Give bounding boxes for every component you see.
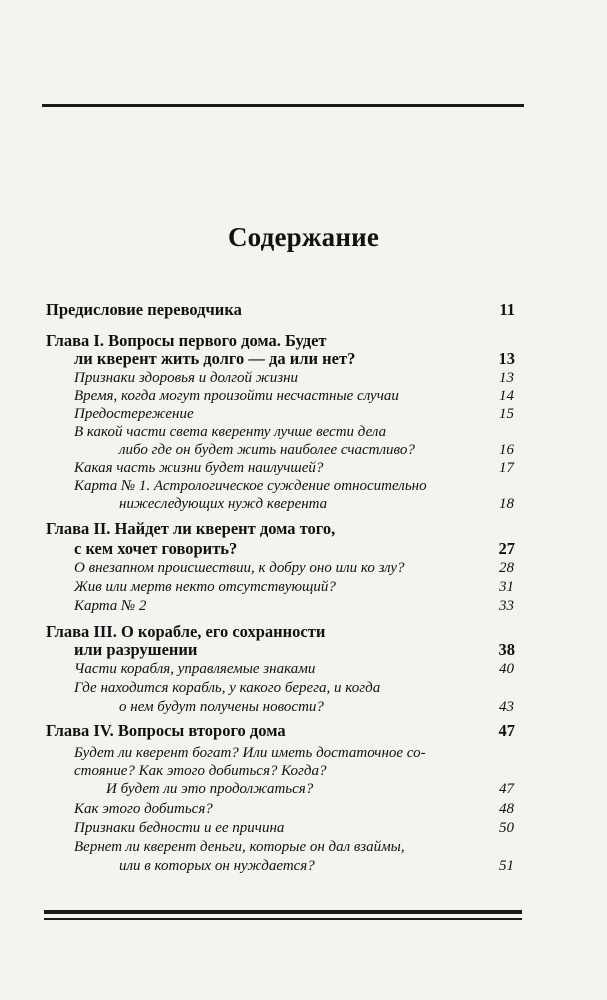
toc-page-number: 33 (499, 598, 514, 614)
toc-item-text: Карта № 1. Астрологическое суждение относительно (74, 478, 427, 494)
toc-chapter-title: Глава IV. Вопросы второго дома (46, 721, 286, 740)
toc-chapter-1-line2 (0, 349, 607, 369)
toc-item (0, 368, 607, 388)
toc-item (0, 678, 607, 698)
toc-item-text: И будет ли это продолжаться? (106, 781, 314, 797)
toc-item-text: Карта № 2 (74, 598, 147, 614)
toc-page-number: 11 (499, 300, 515, 319)
toc-page-number: 28 (499, 560, 514, 576)
toc-page-number: 51 (499, 858, 514, 874)
toc-item-text: Как этого добиться? (74, 801, 213, 817)
toc-item-text: Признаки здоровья и долгой жизни (74, 370, 299, 386)
toc-item (0, 799, 607, 819)
toc-chapter-2-line1 (0, 519, 607, 539)
toc-item (0, 476, 607, 496)
toc-item (0, 818, 607, 838)
toc-page-number: 47 (498, 721, 515, 740)
toc-item-text: либо где он будет жить наиболее счастливо? (119, 442, 415, 458)
toc-page-number: 50 (499, 820, 514, 836)
toc-chapter-title: с кем хочет говорить? (74, 539, 238, 558)
toc-item-text: В какой части света кверенту лучше вести дела (74, 424, 387, 440)
toc-item-text: или в которых он нуждается? (119, 858, 315, 874)
toc-item-text: Жив или мертв некто отсутствующий? (74, 579, 336, 595)
toc-item (0, 386, 607, 406)
toc-item-continued (0, 494, 607, 514)
toc-item-text: Где находится корабль, у какого берега, и когда (74, 680, 381, 696)
toc-item (0, 837, 607, 857)
toc-item-continued (0, 779, 607, 799)
toc-item-continued (0, 761, 607, 781)
toc-item (0, 458, 607, 478)
toc-chapter-title: ли кверент жить долго — да или нет? (74, 349, 356, 368)
toc-page-number: 14 (499, 388, 514, 404)
toc-item-text: Части корабля, управляемые знаками (74, 661, 316, 677)
toc-item (0, 558, 607, 578)
toc-chapter-title: Глава I. Вопросы первого дома. Будет (46, 331, 327, 350)
toc-page-number: 13 (499, 370, 514, 386)
toc-page-number: 43 (499, 699, 514, 715)
bottom-rule-thin (44, 918, 522, 920)
toc-item-text: Какая часть жизни будет наилучшей? (74, 460, 324, 476)
toc-page-number: 47 (499, 781, 514, 797)
toc-chapter-1-line1 (0, 331, 607, 351)
toc-item-text: Предостережение (74, 406, 194, 422)
toc-chapter-4-line1 (0, 721, 607, 741)
toc-page-number: 16 (499, 442, 514, 458)
toc-entry-preface (0, 300, 607, 320)
toc-item-text: О внезапном происшествии, к добру оно или ко злу? (74, 560, 405, 576)
toc-item-continued (0, 440, 607, 460)
toc-page-number: 40 (499, 661, 514, 677)
toc-chapter-3-line2 (0, 640, 607, 660)
toc-chapter-title: или разрушении (74, 640, 198, 659)
toc-page-number: 38 (498, 640, 515, 659)
toc-page-number: 18 (499, 496, 514, 512)
toc-item-text: о нем будут получены новости? (119, 699, 324, 715)
toc-item (0, 659, 607, 679)
toc-item-text: Время, когда могут произойти несчастные случаи (74, 388, 399, 404)
toc-item-text: нижеследующих нужд кверента (119, 496, 328, 512)
toc-item-text: Вернет ли кверент деньги, которые он дал взаймы, (74, 839, 405, 855)
toc-item (0, 422, 607, 442)
toc-item (0, 577, 607, 597)
toc-page-number: 31 (499, 579, 514, 595)
toc-item (0, 404, 607, 424)
page-title: Содержание (227, 222, 380, 252)
toc-item (0, 596, 607, 616)
bottom-rule-thick (44, 910, 522, 914)
toc-page-number: 17 (499, 460, 514, 476)
toc-page-number: 48 (499, 801, 514, 817)
toc-item-continued (0, 856, 607, 876)
toc-item-text: стояние? Как этого добиться? Когда? (74, 763, 327, 779)
toc-chapter-title: Глава III. О корабле, его сохранности (46, 622, 326, 641)
toc-chapter-2-line2 (0, 539, 607, 559)
toc-chapter-3-line1 (0, 622, 607, 642)
toc-chapter-title: Глава II. Найдет ли кверент дома того, (46, 519, 336, 538)
toc-page-number: 13 (498, 349, 515, 368)
toc-page-number: 15 (499, 406, 514, 422)
toc-item (0, 743, 607, 763)
toc-item-continued (0, 697, 607, 717)
toc-page-number: 27 (498, 539, 515, 558)
toc-item-text: Будет ли кверент богат? Или иметь достаточное со- (74, 745, 426, 761)
toc-item-text: Признаки бедности и ее причина (74, 820, 285, 836)
toc-entry-title: Предисловие переводчика (46, 300, 242, 319)
